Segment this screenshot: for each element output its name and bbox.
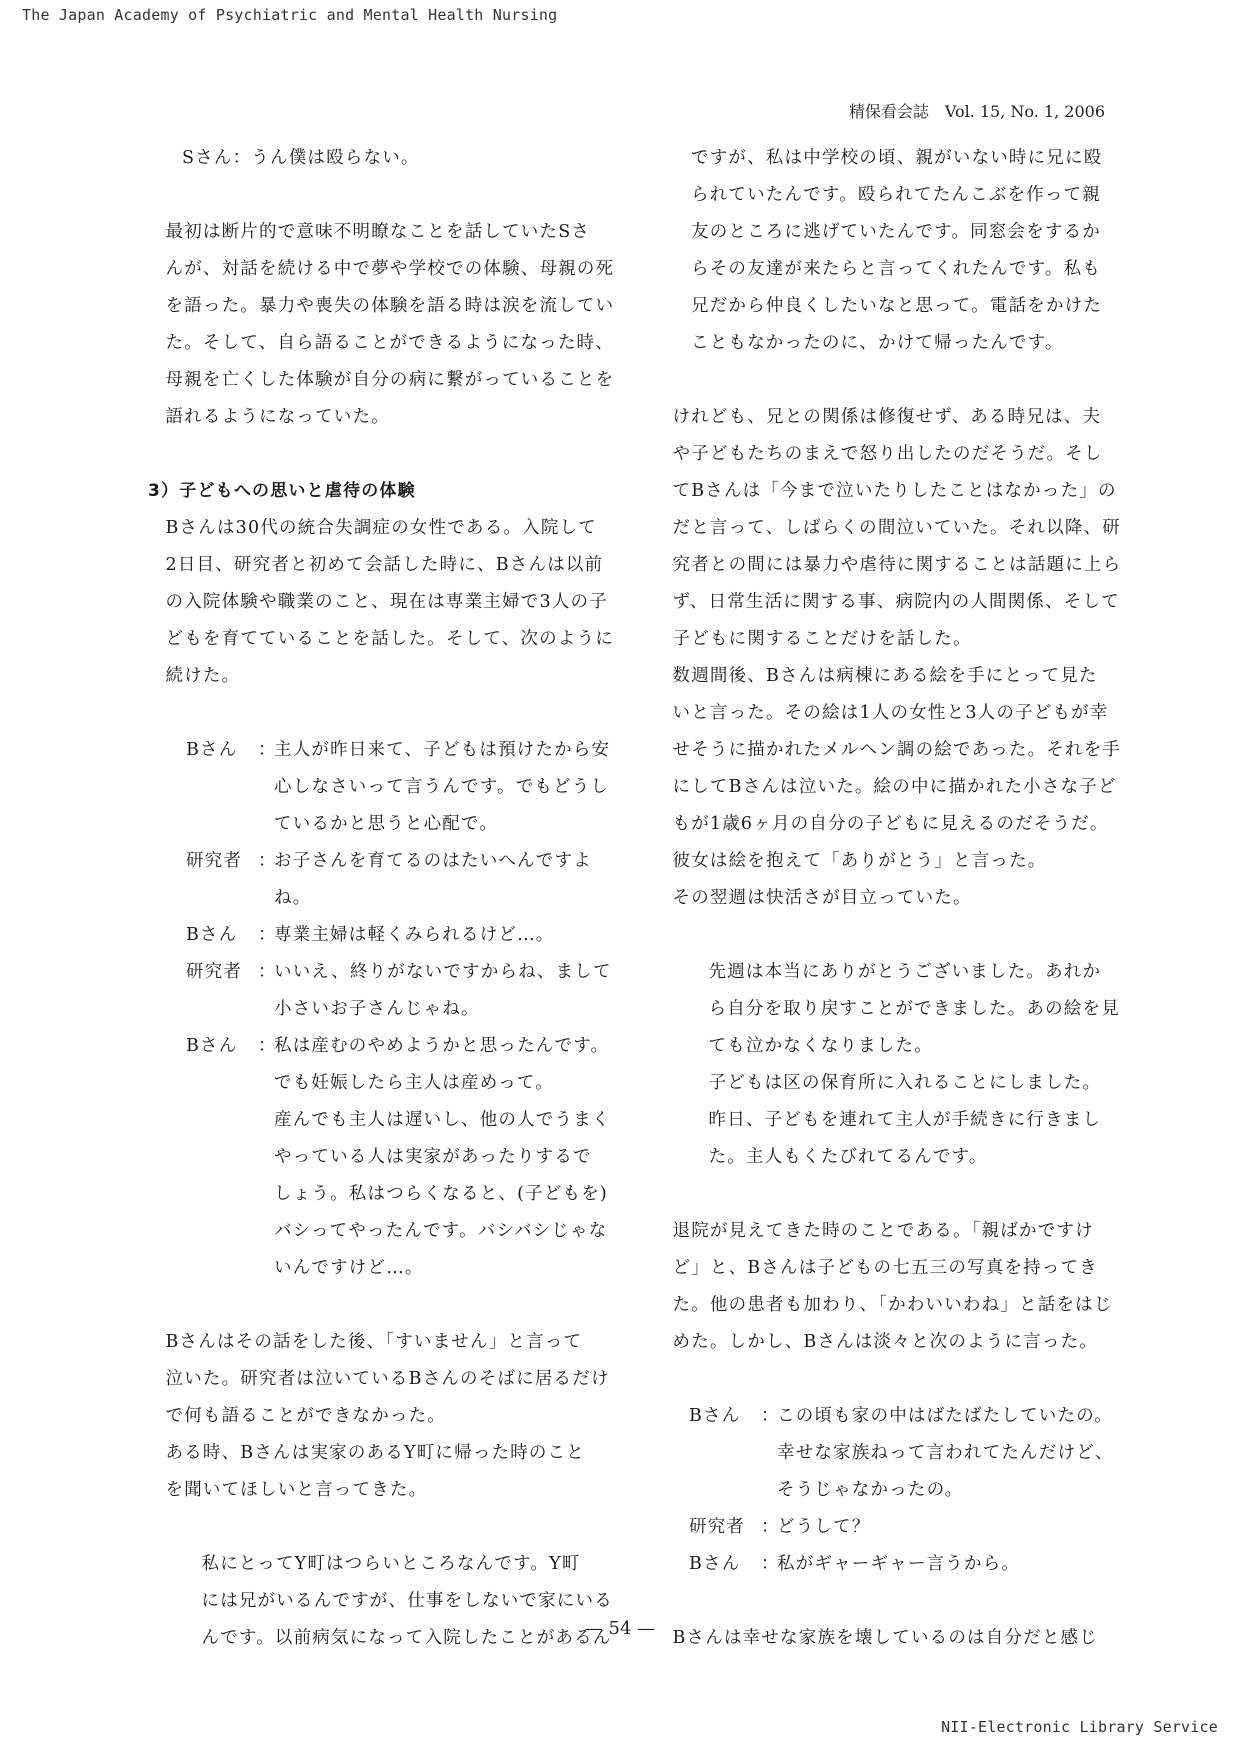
text-line: や子どもたちのまえで怒り出したのだそうだ。そし	[672, 444, 1103, 464]
text-line: Bさんは30代の統合失調症の女性である。入院して	[165, 518, 597, 538]
text-line: ても泣かなくなりました。	[708, 1036, 933, 1056]
watermark-top: The Japan Academy of Psychiatric and Mental Health Nursing	[22, 6, 558, 24]
text-line: Bさんは幸せな家族を壊しているのは自分だと感じ	[672, 1628, 1098, 1648]
watermark-bottom: NII-Electronic Library Service	[941, 1718, 1218, 1736]
dialog-turn: Bさん ： 主人が昨日来て、子どもは預けたから安 心しなさいって言うんです。でもどうし ているかと思うと心配で。	[186, 732, 618, 843]
separator: ：	[232, 148, 252, 168]
dialog-turn: Bさん ： 私は産むのやめようかと思ったんです。 でも妊娠したら主人は産めって。 産んでも主人は遅いし、他の人でうまく やっている人は実家があったりするで しょう。私はつらくなると、(子どもを) バシってやったんです。バシバシじゃな いんですけど…。	[186, 1028, 618, 1287]
text-line: の入院体験や職業のこと、現在は専業主婦で3人の子	[165, 592, 608, 612]
speaker: Bさん	[186, 925, 238, 945]
text-line: 子どもは区の保育所に入れることにしました。	[708, 1073, 1102, 1093]
utterance-line: 幸せな家族ねって言われてたんだけど、	[777, 1443, 1114, 1463]
text-line: 子どもに関することだけを話した。	[672, 629, 972, 649]
text-line: には兄がいるんですが、仕事をしないで家にいる	[201, 1591, 613, 1611]
text-line: もが1歳6ヶ月の自分の子どもに見えるのだそうだ。	[672, 814, 1109, 834]
text-line: 母親を亡くした体験が自分の病に繋がっていることを	[165, 370, 615, 390]
utterance-line: 心しなさいって言うんです。でもどうし	[274, 777, 610, 797]
text-line: んです。以前病気になって入院したことがあるん	[201, 1628, 612, 1648]
text-line: 彼女は絵を抱えて「ありがとう」と言った。	[672, 851, 1047, 871]
utterance-line: いんですけど…。	[274, 1258, 424, 1278]
text-line: めた。しかし、Bさんは淡々と次のように言った。	[672, 1332, 1098, 1352]
paragraph-1	[148, 214, 618, 436]
paragraph-3	[148, 1324, 618, 1435]
speaker: Bさん	[689, 1406, 741, 1426]
text-line: 泣いた。研究者は泣いているBさんのそばに居るだけ	[165, 1369, 610, 1389]
utterance-line: 私は産むのやめようかと思ったんです。	[274, 1036, 610, 1056]
text-line: Bさんはその話をした後、「すいません」と言って	[165, 1332, 583, 1352]
text-line: 数週間後、Bさんは病棟にある絵を手にとって見た	[672, 666, 1098, 686]
text-line: 私にとってY町はつらいところなんです。Y町	[201, 1554, 581, 1574]
utterance-line: 私がギャーギャー言うから。	[777, 1554, 1021, 1574]
utterance-line: この頃も家の中はばたばたしていたの。	[777, 1406, 1113, 1426]
section-heading: 3）子どもへの思いと虐待の体験	[148, 481, 416, 501]
speaker: 研究者	[186, 851, 243, 871]
quote-block-b	[691, 1065, 1125, 1176]
paragraph-3	[655, 880, 1125, 917]
dialog-turn: 研究者 ： いいえ、終りがないですからね、まして 小さいお子さんじゃね。	[186, 954, 618, 1028]
quote-block-a	[691, 954, 1125, 1065]
text-line: 続けた。	[165, 666, 241, 686]
text-line: 昨日、子どもを連れて主人が手続きに行きまし	[708, 1110, 1102, 1130]
text-line: を聞いてほしいと言ってきた。	[165, 1480, 428, 1500]
speaker: Bさん	[186, 1036, 238, 1056]
paragraph-4	[655, 1213, 1125, 1361]
journal-header: 精保看会誌 Vol. 15, No. 1, 2006	[848, 102, 1105, 121]
text-line: こともなかったのに、かけて帰ったんです。	[691, 333, 1064, 353]
text-line: その翌週は快活さが目立っていた。	[672, 888, 972, 908]
dialog-turn: Bさん ： 私がギャーギャー言うから。	[689, 1546, 1125, 1583]
utterance-line: 小さいお子さんじゃね。	[274, 999, 480, 1019]
text-line: らその友達が来たらと言ってくれたんです。私も	[691, 259, 1101, 279]
text-line: ど」と、Bさんは子どもの七五三の写真を持ってき	[672, 1258, 1098, 1278]
text-line: 最初は断片的で意味不明瞭なことを話していたSさ	[165, 222, 591, 242]
text-line: た。そして、自ら語ることができるようになった時、	[165, 333, 614, 353]
utterance-line: どうして？	[777, 1517, 871, 1537]
speaker: Bさん	[689, 1554, 741, 1574]
quote-continuation	[691, 140, 1125, 362]
text-line: 兄だから仲良くしたいなと思って。電話をかけた	[691, 296, 1103, 316]
text-line: ら自分を取り戻すことができました。あの絵を見	[708, 999, 1120, 1019]
utterance-line: ているかと思うと心配で。	[274, 814, 499, 834]
dialog-turn: Bさん ： この頃も家の中はばたばたしていたの。 幸せな家族ねって言われてたんだけど、 そうじゃなかったの。	[689, 1398, 1125, 1509]
text-line: にしてBさんは泣いた。絵の中に描かれた小さな子ど	[672, 777, 1117, 797]
speaker: 研究者	[689, 1517, 746, 1537]
text-line: ず、日常生活に関する事、病院内の人間関係、そして	[672, 592, 1120, 612]
utterance-line: いいえ、終りがないですからね、まして	[274, 962, 612, 982]
text-line: どもを育てていることを話した。そして、次のように	[165, 629, 614, 649]
text-line: 語れるようになっていた。	[165, 407, 390, 427]
paragraph-2	[655, 658, 1125, 880]
speaker: 研究者	[186, 962, 243, 982]
utterance-line: 主人が昨日来て、子どもは預けたから安	[274, 740, 611, 760]
text-line: 究者との間には暴力や虐待に関することは話題に上ら	[672, 555, 1122, 575]
left-column	[148, 140, 618, 1657]
utterance-line: そうじゃなかったの。	[777, 1480, 964, 1500]
paragraph-1	[655, 399, 1125, 658]
paragraph-4	[148, 1435, 618, 1509]
text-line: を語った。暴力や喪失の体験を語る時は涙を流してい	[165, 296, 615, 316]
dialog-block	[689, 1398, 1125, 1583]
quote-block	[184, 1546, 618, 1657]
utterance-line: やっている人は実家があったりするで	[274, 1147, 592, 1167]
text-line: た。他の患者も加わり、「かわいいわね」と話をはじ	[672, 1295, 1113, 1315]
utterance-line: バシってやったんです。バシバシじゃな	[274, 1221, 608, 1241]
utterance-line: しょう。私はつらくなると、(子どもを)	[274, 1184, 608, 1204]
text-line: 2日目、研究者と初めて会話した時に、Bさんは以前	[165, 555, 604, 575]
text-line: せそうに描かれたメルヘン調の絵であった。それを手	[672, 740, 1122, 760]
paragraph-2	[148, 510, 618, 695]
text-line: てBさんは「今まで泣いたりしたことはなかった」の	[672, 481, 1117, 501]
text-line: 退院が見えてきた時のことである。「親ばかですけ	[672, 1221, 1094, 1241]
utterance-line: 産んでも主人は遅いし、他の人でうまく	[274, 1110, 611, 1130]
speaker: Bさん	[186, 740, 238, 760]
right-column	[655, 140, 1125, 1657]
text-line: いと言った。その絵は1人の女性と3人の子どもが幸	[672, 703, 1109, 723]
dialog-turn: 研究者 ： どうして？	[689, 1509, 1125, 1546]
text-line: ですが、私は中学校の頃、親がいない時に兄に殴	[691, 148, 1103, 168]
utterance: うん僕は殴らない。	[251, 148, 420, 168]
page-number: — 54 —	[584, 1618, 656, 1639]
dialog-line-s	[182, 140, 618, 177]
dialog-block	[186, 732, 618, 1287]
text-line: 先週は本当にありがとうございました。あれか	[708, 962, 1102, 982]
speaker: Sさん	[182, 148, 233, 168]
utterance-line: 専業主婦は軽くみられるけど…。	[274, 925, 555, 945]
text-line: で何も語ることができなかった。	[165, 1406, 446, 1426]
utterance-line: お子さんを育てるのはたいへんですよ	[274, 851, 592, 871]
text-line: られていたんです。殴られてたんこぶを作って親	[691, 185, 1101, 205]
text-line: だと言って、しばらくの間泣いていた。それ以降、研	[672, 518, 1121, 538]
utterance-line: ね。	[274, 888, 312, 908]
text-line: ある時、Bさんは実家のあるY町に帰った時のこと	[165, 1443, 586, 1463]
text-line: た。主人もくたびれてるんです。	[708, 1147, 988, 1167]
utterance-line: でも妊娠したら主人は産めって。	[274, 1073, 554, 1093]
text-line: けれども、兄との関係は修復せず、ある時兄は、夫	[672, 407, 1102, 427]
text-line: んが、対話を続ける中で夢や学校での体験、母親の死	[165, 259, 615, 279]
dialog-turn: 研究者 ： お子さんを育てるのはたいへんですよ ね。	[186, 843, 618, 917]
text-line: 友のところに逃げていたんです。同窓会をするか	[691, 222, 1101, 242]
dialog-turn: Bさん ： 専業主婦は軽くみられるけど…。	[186, 917, 618, 954]
